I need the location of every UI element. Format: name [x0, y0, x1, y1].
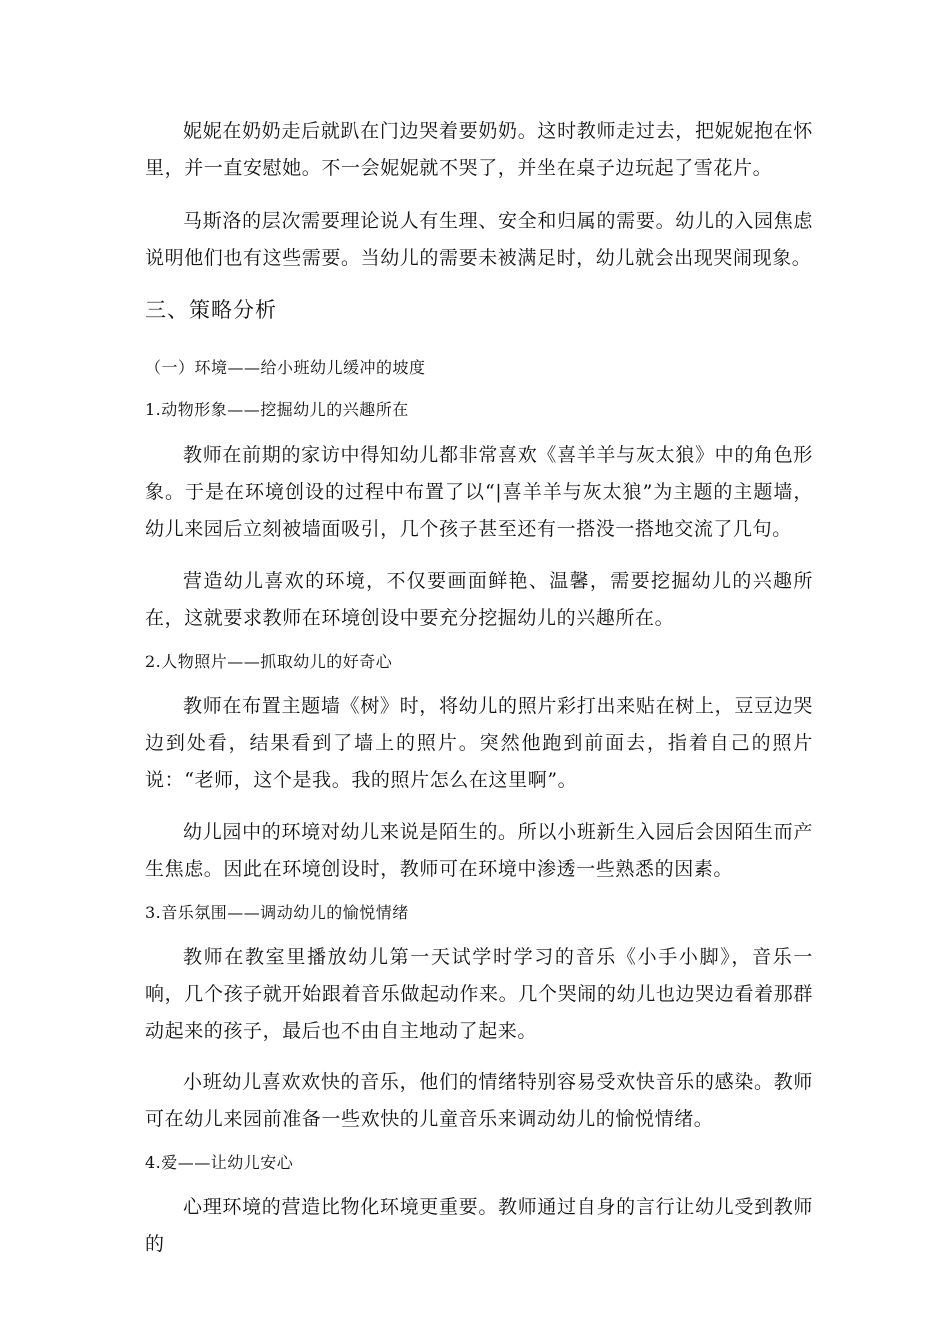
paragraph-unfamiliar-environment: 幼儿园中的环境对幼儿来说是陌生的。所以小班新生入园后会因陌生而产生焦虑。因此在环境创设时，教师可在环境中渗透一些熟悉的因素。: [145, 821, 813, 880]
paragraph-nini-crying: 妮妮在奶奶走后就趴在门边哭着要奶奶。这时教师走过去，把妮妮抱在怀里，并一直安慰她。不一会妮妮就不哭了，并坐在桌子边玩起了雪花片。: [145, 120, 813, 179]
subheading-environment: （一）环境——给小班幼儿缓冲的坡度: [145, 358, 426, 377]
item-heading-music: 3.音乐氛围——调动幼儿的愉悦情绪: [145, 903, 409, 922]
item-heading-animal-images: 1.动物形象——挖掘幼儿的兴趣所在: [145, 400, 409, 419]
paragraph-music-play: 教师在教室里播放幼儿第一天试学时学习的音乐《小手小脚》，音乐一响，几个孩子就开始跟着音乐做起动作来。几个哭闹的幼儿也边哭边看着那群动起来的孩子，最后也不由自主地动了起来。: [145, 946, 813, 1042]
paragraph-maslow-theory: 马斯洛的层次需要理论说人有生理、安全和归属的需要。幼儿的入园焦虑说明他们也有这些需要。当幼儿的需要未被满足时，幼儿就会出现哭闹现象。: [145, 210, 813, 269]
item-heading-love: 4.爱——让幼儿安心: [145, 1153, 294, 1172]
paragraph-cheerful-music: 小班幼儿喜欢欢快的音乐，他们的情绪特别容易受欢快音乐的感染。教师可在幼儿来园前准备一些欢快的儿童音乐来调动幼儿的愉悦情绪。: [145, 1071, 813, 1130]
paragraph-theme-wall: 教师在前期的家访中得知幼儿都非常喜欢《喜羊羊与灰太狼》中的角色形象。于是在环境创设的过程中布置了以“|喜羊羊与灰太狼”为主题的主题墙，幼儿来园后立刻被墙面吸引，几个孩子甚至还有一搭没一搭地交流了几句。: [145, 444, 813, 540]
item-heading-photos: 2.人物照片——抓取幼儿的好奇心: [145, 652, 393, 671]
section-heading-strategy-analysis: 三、策略分析: [145, 298, 277, 322]
paragraph-psychological-environment: 心理环境的营造比物化环境更重要。教师通过自身的言行让幼儿受到教师的: [145, 1196, 813, 1255]
paragraph-tree-photos: 教师在布置主题墙《树》时，将幼儿的照片彩打出来贴在树上，豆豆边哭边到处看，结果看到了墙上的照片。突然他跑到前面去，指着自己的照片说：“老师，这个是我。我的照片怎么在这里啊”。: [145, 695, 813, 791]
paragraph-child-interest: 营造幼儿喜欢的环境，不仅要画面鲜艳、温馨，需要挖掘幼儿的兴趣所在，这就要求教师在环境创设中要充分挖掘幼儿的兴趣所在。: [145, 570, 813, 629]
